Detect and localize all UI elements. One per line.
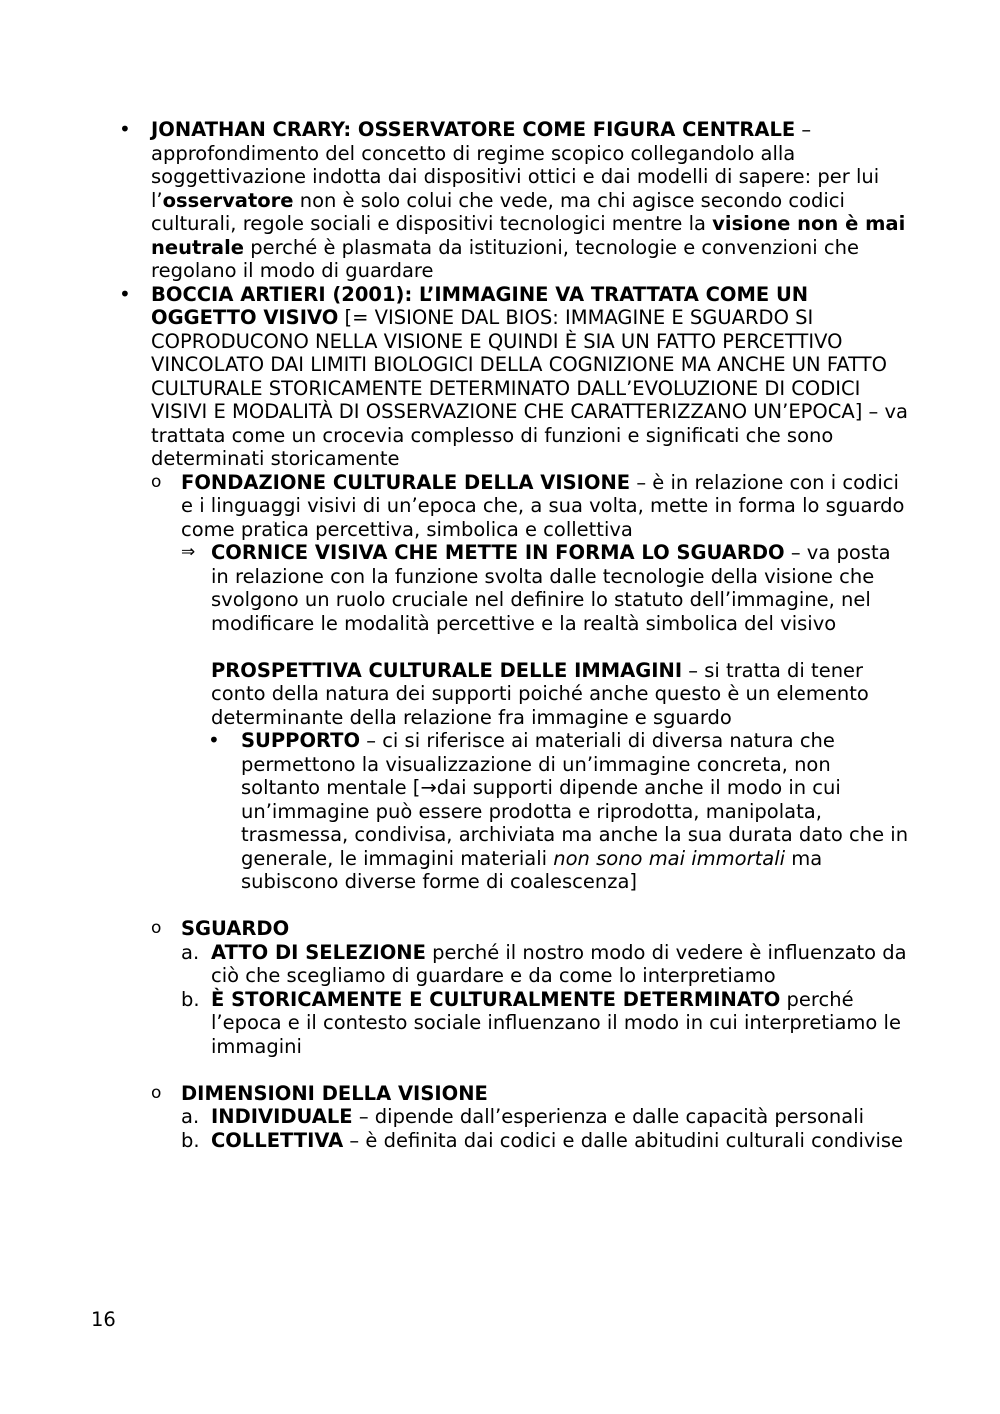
- list-item-text: [211, 1129, 911, 1153]
- bold-term-osservatore: osservatore: [162, 188, 294, 212]
- body-text: – si tratta di tener conto della natura dei supporti poiché anche questo è un elemento determinante della relazione fra immagine e sguardo: [211, 658, 869, 729]
- spacer: [0, 635, 1000, 659]
- heading-sguardo: SGUARDO: [181, 917, 290, 940]
- body-text: non è solo colui che vede, ma chi agisce secondo codici culturali, regole sociali e dispositivi tecnologici mentre la: [151, 188, 845, 235]
- spacer: [0, 894, 1000, 918]
- subitem-dimensioni: [0, 1082, 911, 1106]
- heading-fondazione: FONDAZIONE CULTURALE DELLA VISIONE: [181, 470, 631, 494]
- bullet-marker: •: [119, 117, 131, 141]
- circle-marker: o: [151, 1082, 162, 1103]
- body-text: – ci si riferisce ai materiali di diversa natura che permettono la visualizzazione di un’immagine concreta, non soltanto mentale [: [241, 729, 835, 799]
- list-marker: b.: [181, 987, 200, 1011]
- subitem-text: [181, 917, 911, 941]
- circle-marker: o: [151, 471, 162, 492]
- paragraph-prospettiva: [0, 659, 911, 730]
- subitem-fondazione: [0, 471, 911, 542]
- page-number: 16: [91, 1308, 116, 1331]
- body-text: – è definita dai codici e dalle abitudini culturali condivise: [343, 1128, 904, 1152]
- bullet-marker: •: [119, 281, 131, 306]
- arrow-item-cornice: [0, 541, 911, 635]
- body-text: [= VISIONE DAL BIOS: IMMAGINE E SGUARDO SI COPRODUCONO NELLA VISIONE E QUINDI È SIA UN FATTO PERCETTIVO VINCOLATO DAI LIMITI BIOLOGICI DELLA COGNIZIONE MA ANCHE UN FATTO CULTURALE STORICAMENTE DETERMINATO DALL’EVOLUZIONE DI CODICI VISIVI E MODALITÀ DI OSSERVAZIONE CHE CARATTERIZZANO UN’EPOCA] – va trattata come un crocevia complesso di funzioni e significati che sono determinati storicamente: [151, 306, 908, 470]
- arrow-icon: ⇒: [181, 542, 196, 562]
- page-content: [0, 118, 1000, 1152]
- list-item-dimensioni-a: [0, 1105, 911, 1129]
- list-item-sguardo-b: [0, 988, 911, 1059]
- bullet-item-boccia: [0, 283, 911, 471]
- list-item-dimensioni-b: [0, 1129, 911, 1153]
- paragraph-text: [211, 659, 911, 730]
- arrow-item-text: [211, 541, 911, 635]
- italic-text: non sono mai immortali: [553, 846, 786, 870]
- bold-term-visione: visione non è mai neutrale: [151, 212, 906, 259]
- body-text: perché il nostro modo di vedere è influenzato da ciò che scegliamo di guardare e da come lo interpretiamo: [211, 940, 907, 987]
- list-item-text: [211, 988, 911, 1059]
- bullet-text: [151, 283, 911, 471]
- heading-supporto: SUPPORTO: [241, 729, 361, 752]
- list-item-title: ATTO DI SELEZIONE: [211, 940, 426, 964]
- body-text: – va posta in relazione con la funzione svolta dalle tecnologie della visione che svolgono un ruolo cruciale nel definire lo statuto dell’immagine, nel modificare le modalità percettive e la realtà simbolica del visivo: [211, 541, 891, 635]
- bullet-item-crary: [0, 118, 911, 283]
- heading-boccia: BOCCIA ARTIERI (2001): L’IMMAGINE VA TRATTATA COME UN OGGETTO VISIVO: [151, 282, 809, 329]
- right-arrow-icon: →: [420, 776, 437, 799]
- heading-dimensioni: DIMENSIONI DELLA VISIONE: [181, 1081, 488, 1105]
- subitem-text: [181, 1082, 911, 1106]
- list-marker: a.: [181, 1105, 200, 1128]
- heading-crary: JONATHAN CRARY: OSSERVATORE COME FIGURA CENTRALE: [151, 118, 796, 141]
- body-text: perché l’epoca e il contesto sociale influenzano il modo in cui interpretiamo le immagini: [211, 987, 901, 1058]
- subitem-sguardo: [0, 917, 911, 941]
- bullet-marker: •: [208, 728, 220, 752]
- body-text: – è in relazione con i codici e i linguaggi visivi di un’epoca che, a sua volta, mette in forma lo sguardo come pratica percettiva, simbolica e collettiva: [181, 470, 905, 541]
- body-text: perché è plasmata da istituzioni, tecnologie e convenzioni che regolano il modo di guardare: [151, 235, 859, 282]
- list-item-title: È STORICAMENTE E CULTURALMENTE DETERMINATO: [211, 987, 781, 1011]
- list-marker: a.: [181, 940, 200, 964]
- bullet-text: [151, 118, 911, 283]
- bullet-text: [241, 729, 911, 894]
- circle-marker: o: [151, 918, 162, 938]
- list-marker: b.: [181, 1128, 200, 1152]
- body-text: – approfondimento del concetto di regime scopico collegandolo alla soggettivazione indotta dai dispositivi ottici e dai modelli di sapere: per lui l’: [151, 118, 880, 212]
- body-text: – dipende dall’esperienza e dalle capacità personali: [352, 1105, 865, 1128]
- heading-cornice: CORNICE VISIVA CHE METTE IN FORMA LO SGUARDO: [211, 541, 785, 564]
- list-item-text: [211, 941, 911, 988]
- body-text: ma subiscono diverse forme di coalescenza]: [241, 846, 823, 893]
- body-text: dai supporti dipende anche il modo in cui un’immagine può essere prodotta e riprodotta, manipolata, trasmessa, condivisa, archiviata ma anche la sua durata dato che in generale, le immagini materiali: [241, 776, 909, 870]
- list-item-title: INDIVIDUALE: [211, 1105, 353, 1128]
- bullet-item-supporto: [0, 729, 911, 894]
- spacer: [0, 1058, 1000, 1082]
- list-item-title: COLLETTIVA: [211, 1128, 344, 1152]
- list-item-text: [211, 1105, 911, 1129]
- list-item-sguardo-a: [0, 941, 911, 988]
- heading-prospettiva: PROSPETTIVA CULTURALE DELLE IMMAGINI: [211, 658, 683, 682]
- subitem-text: [181, 471, 911, 542]
